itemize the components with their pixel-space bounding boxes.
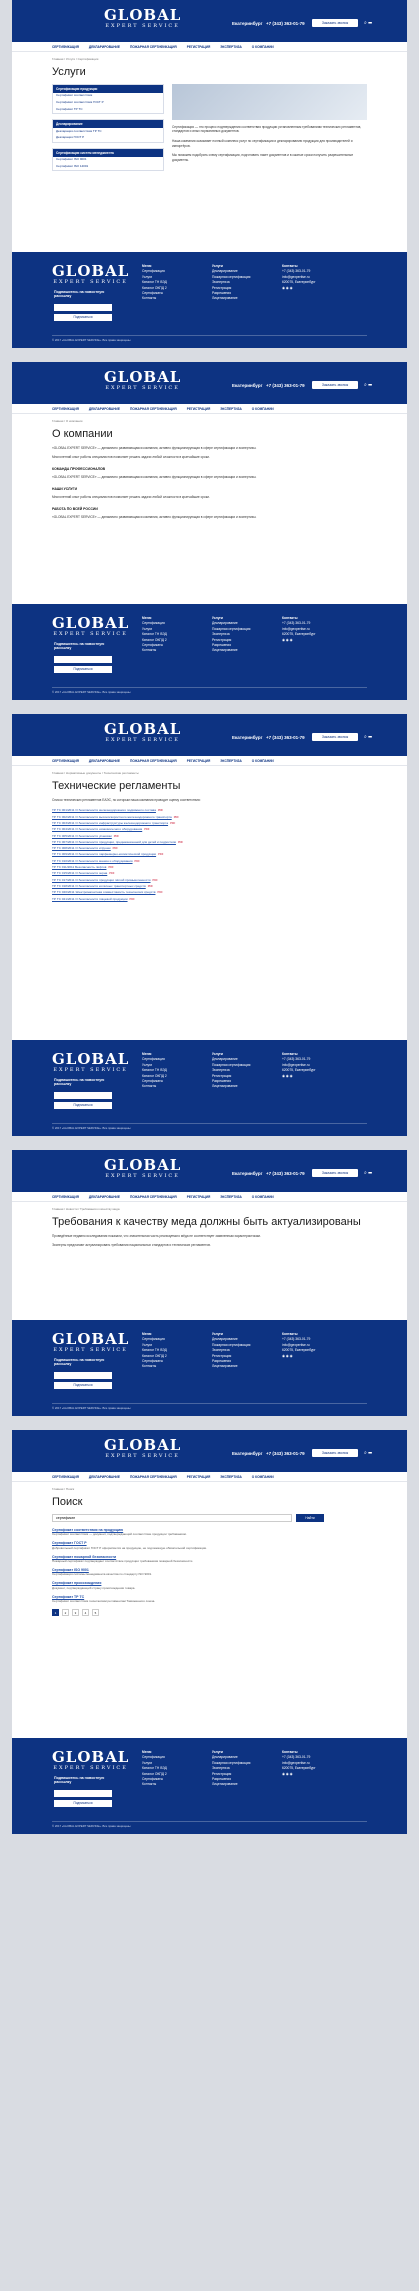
page-title: О компании bbox=[52, 427, 113, 440]
sidebar-item[interactable]: Сертификат ТР ТС bbox=[56, 106, 83, 111]
footer-menu-link[interactable]: Контакты bbox=[142, 1084, 157, 1089]
logo-word: GLOBAL bbox=[104, 1156, 182, 1174]
footer-menu-link[interactable]: Контакты bbox=[142, 648, 157, 653]
callback-button[interactable]: Заказать звонок bbox=[312, 1169, 358, 1177]
footer-menu-link[interactable]: Каталог ТН ВЭД bbox=[142, 1348, 167, 1353]
site-header bbox=[12, 714, 407, 756]
footer-contact[interactable]: 620075, Екатеринбург bbox=[282, 1068, 316, 1073]
city-selector[interactable]: Екатеринбург bbox=[232, 21, 263, 26]
footer-contact[interactable]: 620075, Екатеринбург bbox=[282, 1766, 316, 1771]
site-header bbox=[12, 1430, 407, 1472]
site-footer bbox=[12, 1040, 407, 1136]
search-result: Сертификат ГОСТ Р Добровольный сертификат ГОСТ Р оформляется на продукцию, не подлежащую обязательной сертификации. bbox=[52, 1541, 207, 1550]
footer-menu-link[interactable]: Услуги bbox=[142, 1342, 153, 1347]
footer-menu-link[interactable]: Каталог ОКПД 2 bbox=[142, 1353, 167, 1358]
search-input[interactable] bbox=[52, 1514, 292, 1522]
footer-service-link[interactable]: Лицензирование bbox=[212, 648, 238, 653]
footer-contacts: Контакты +7 (343) 363-01-79 info@gexpertise.ru 620075, Екатеринбург ◉ ◉ ◉ bbox=[282, 1052, 316, 1078]
regulation-item: ТР ТС 008/2011 О безопасности игрушек PDF bbox=[52, 846, 118, 851]
hero-image bbox=[172, 84, 367, 120]
regulation-item: ТР ТС 011/2011 Безопасность лифтов PDF bbox=[52, 865, 114, 870]
footer-service-link[interactable]: Декларирование bbox=[212, 621, 238, 626]
callback-button[interactable]: Заказать звонок bbox=[312, 1449, 358, 1457]
logo-tagline: EXPERT SERVICE bbox=[105, 1173, 180, 1179]
footer-bottom bbox=[52, 1403, 367, 1410]
footer-menu-link[interactable]: Сертификаты bbox=[142, 1359, 164, 1364]
footer-service-link[interactable]: Пожарная сертификация bbox=[212, 1760, 251, 1765]
nav-item[interactable]: ДЕКЛАРИРОВАНИЕ bbox=[88, 406, 120, 411]
footer-menu-link[interactable]: Услуги bbox=[142, 1760, 153, 1765]
search-result: Сертификат происхождения Документ, подтверждающий страну происхождения товара. bbox=[52, 1581, 136, 1590]
pdf-icon[interactable]: PDF bbox=[170, 821, 176, 825]
footer-bottom bbox=[52, 1821, 367, 1828]
breadcrumb: Главная / Услуги / Сертификация bbox=[52, 57, 99, 61]
nav-item[interactable]: СЕРТИФИКАЦИЯ bbox=[52, 1474, 79, 1479]
breadcrumb: Главная / Новости / Требования к качеству меда bbox=[52, 1207, 120, 1211]
search-icon[interactable]: ⌕ ☰ bbox=[364, 734, 372, 740]
social-icons[interactable]: ◉ ◉ ◉ bbox=[282, 285, 293, 290]
nav-item[interactable]: О КОМПАНИИ bbox=[251, 44, 274, 49]
nav-item[interactable]: ЭКСПЕРТИЗА bbox=[220, 406, 242, 411]
pdf-icon[interactable]: PDF bbox=[108, 866, 114, 870]
footer-bottom bbox=[52, 1123, 367, 1130]
copyright: © 2017 «GLOBAL EXPERT SERVICE». Все права защищены bbox=[52, 1125, 131, 1130]
sidebar bbox=[52, 84, 164, 176]
pdf-icon[interactable]: PDF bbox=[129, 897, 135, 901]
search-result: Сертификат ISO 9001 Сертификация системы менеджмента качества по стандарту ISO 9001. bbox=[52, 1567, 152, 1577]
logo-word: GLOBAL bbox=[104, 6, 182, 24]
footer-contact[interactable]: +7 (343) 363-01-79 bbox=[282, 1755, 311, 1760]
pdf-icon[interactable]: PDF bbox=[157, 891, 163, 895]
logo[interactable] bbox=[104, 370, 181, 391]
footer-service-link[interactable]: Лицензирование bbox=[212, 296, 238, 301]
regulation-item: ТР ТС 015/2011 О безопасности зерна PDF bbox=[52, 871, 115, 876]
header-phone[interactable]: +7 (343) 363-01-79 bbox=[266, 735, 305, 740]
search-icon[interactable]: ⌕ ☰ bbox=[364, 1450, 372, 1456]
nav-item[interactable]: О КОМПАНИИ bbox=[251, 406, 274, 411]
subscribe-label: Подпишитесь на новостную рассылку bbox=[54, 290, 105, 299]
nav-item[interactable]: СЕРТИФИКАЦИЯ bbox=[52, 406, 79, 411]
footer-menu-link[interactable]: Сертификация bbox=[142, 621, 165, 626]
nav-item[interactable]: О КОМПАНИИ bbox=[251, 1474, 274, 1479]
footer-contacts: Контакты +7 (343) 363-01-79 info@gexpertise.ru 620075, Екатеринбург ◉ ◉ ◉ bbox=[282, 616, 316, 642]
footer-logo[interactable]: GLOBAL EXPERT SERVICE bbox=[52, 262, 130, 285]
site-header bbox=[12, 362, 407, 404]
page-news: GLOBAL EXPERT SERVICE Екатеринбург +7 (343) 363-01-79 Заказать звонок ⌕ ☰ СЕРТИФИКАЦИЯ ДЕКЛАРИРОВАНИЕ ПОЖАРНАЯ СЕРТИФИКАЦИЯ РЕГИСТРАЦИЯ ЭКСПЕРТИЗА О КОМПАНИИ Главная / Новости / Требования к качеству меда Требования к качеству меда должны быть актуализированы Проведённые недавно исследования показали, что значительная часть реализуемого мёда не соответствует заявленным характеристикам. Эксперты предлагают актуализировать требования национальных стандартов и технических регламентов. GLOBAL EXPERT SERVICE Подпишитесь на новостную рассылку Подписаться Меню Сертификация Услуги Каталог ТН ВЭД Каталог ОКПД 2 Сертификаты Контакты Услуги Декларирование Пожарная сертификация Экспертиза Регистрация Разрешения Лицензирование Контакты +7 (343) 363-01-79 info@gexpertise.ru 620075, Екатеринбург ◉ ◉ ◉ © 2017 «GLOBAL EXPERT SERVICE». Все права защищены bbox=[12, 1150, 407, 1416]
nav-item[interactable]: РЕГИСТРАЦИЯ bbox=[186, 1474, 211, 1479]
main-nav bbox=[12, 404, 407, 414]
footer-service-link[interactable]: Регистрация bbox=[212, 285, 232, 290]
subscribe-button[interactable]: Подписаться bbox=[54, 1102, 112, 1109]
footer-menu: Меню Сертификация Услуги Каталог ТН ВЭД Каталог ОКПД 2 Сертификаты Контакты bbox=[142, 1052, 167, 1089]
subscribe-button[interactable]: Подписаться bbox=[54, 1800, 112, 1807]
logo[interactable] bbox=[104, 722, 181, 743]
footer-service-link[interactable]: Регистрация bbox=[212, 1353, 232, 1358]
page-services bbox=[12, 0, 407, 348]
logo[interactable] bbox=[104, 1158, 181, 1179]
footer-menu-link[interactable]: Контакты bbox=[142, 1782, 157, 1787]
nav-item[interactable]: РЕГИСТРАЦИЯ bbox=[186, 44, 211, 49]
logo-word: GLOBAL bbox=[104, 368, 182, 386]
callback-button[interactable]: Заказать звонок bbox=[312, 19, 358, 27]
regulation-item: ТР ТС 020/2011 Электромагнитная совместимость технических средств PDF bbox=[52, 890, 163, 895]
pdf-icon[interactable]: PDF bbox=[134, 859, 140, 863]
pdf-icon[interactable]: PDF bbox=[113, 834, 119, 838]
page-regulations: GLOBAL EXPERT SERVICE Екатеринбург +7 (343) 363-01-79 Заказать звонок ⌕ ☰ СЕРТИФИКАЦИЯ ДЕКЛАРИРОВАНИЕ ПОЖАРНАЯ СЕРТИФИКАЦИЯ РЕГИСТРАЦИЯ ЭКСПЕРТИЗА О КОМПАНИИ Главная / Нормативные документы / Технические регламенты Технические регламенты Список технических регламентов ЕАЭС, по которым наша компания проводит оценку соответствия: ТР ТС 001/2011 О безопасности железнодорожного подвижного состава PDF ТР ТС 002/2011 О безопасности высокоскоростного железнодорожного транспорта PDF ТР ТС 003/2011 О безопасности инфраструктуры железнодорожного транспорта PDF ТР ТС 004/2011 О безопасности низковольтного оборудования PDF ТР ТС 005/2011 О безопасности упаковки PDF ТР ТС 007/2011 О безопасности продукции, предназначенной для детей и подростков PDF ТР ТС 008/2011 О безопасности игрушек PDF ТР ТС 009/2011 О безопасности парфюмерно-косметической продукции PDF ТР ТС 010/2011 О безопасности машин и оборудования PDF ТР ТС 011/2011 Безопасность лифтов PDF ТР ТС 015/2011 О безопасности зерна PDF ТР ТС 017/2011 О безопасности продукции лёгкой промышленности PDF ТР ТС 018/2011 О безопасности колёсных транспортных средств PDF ТР ТС 020/2011 Электромагнитная совместимость технических средств PDF ТР ТС 021/2011 О безопасности пищевой продукции PDF GLOBAL EXPERT SERVICE Подпишитесь на новостную рассылку Подписаться Меню Сертификация Услуги Каталог ТН ВЭД Каталог ОКПД 2 Сертификаты Контакты Услуги Декларирование Пожарная сертификация Экспертиза Регистрация Разрешения Лицензирование Контакты +7 (343) 363-01-79 info@gexpertise.ru 620075, Екатеринбург ◉ ◉ ◉ © 2017 «GLOBAL EXPERT SERVICE». Все права защищены bbox=[12, 714, 407, 1136]
footer-service-link[interactable]: Разрешения bbox=[212, 291, 231, 296]
footer-contact[interactable]: info@gexpertise.ru bbox=[282, 274, 310, 279]
footer-menu-link[interactable]: Сертификаты bbox=[142, 1079, 164, 1084]
logo[interactable] bbox=[104, 8, 181, 29]
footer-menu-link[interactable]: Каталог ТН ВЭД bbox=[142, 1766, 167, 1771]
pdf-icon[interactable]: PDF bbox=[147, 884, 153, 888]
breadcrumb: Главная / Поиск bbox=[52, 1487, 75, 1491]
footer-menu: Меню Сертификация Услуги Каталог ТН ВЭД Каталог ОКПД 2 Сертификаты Контакты bbox=[142, 616, 167, 653]
nav-item[interactable]: ДЕКЛАРИРОВАНИЕ bbox=[88, 1194, 120, 1199]
sidebar-group: Сертификация продукции Сертификат соответствия Сертификат соответствия ГОСТ Р Сертификат ТР ТС bbox=[52, 84, 164, 114]
city-selector[interactable]: Екатеринбург bbox=[232, 735, 263, 740]
subscribe-email-input[interactable] bbox=[54, 656, 112, 663]
main-text: Сертификация — это процесс подтверждения соответствия продукции установленным требованиям технических регламентов, стандартов и иных нормативных документов. Наша компания оказывает полный комплекс услуг по сертификации и декларированию продукции для производителей и импортёров. Мы поможем подобрать схему сертификации, подготовить пакет документов и в сжатые сроки получить разрешительные документы. bbox=[172, 84, 367, 176]
footer-menu-link[interactable]: Сертификация bbox=[142, 1337, 165, 1342]
footer-contact[interactable]: 620075, Екатеринбург bbox=[282, 1348, 316, 1353]
subscribe-label: Подпишитесь на новостную рассылку bbox=[54, 642, 105, 651]
subscribe-label: Подпишитесь на новостную рассылку bbox=[54, 1776, 105, 1785]
footer-contact[interactable]: +7 (343) 363-01-79 bbox=[282, 621, 311, 626]
footer-contact[interactable]: info@gexpertise.ru bbox=[282, 1342, 310, 1347]
nav-item[interactable]: ПОЖАРНАЯ СЕРТИФИКАЦИЯ bbox=[129, 406, 177, 411]
search-result: Сертификат ТР ТС Сертификат соответствия техническим регламентам Таможенного союза. bbox=[52, 1594, 156, 1603]
search-icon[interactable]: ⌕ ☰ bbox=[364, 382, 372, 388]
nav-item[interactable]: ПОЖАРНАЯ СЕРТИФИКАЦИЯ bbox=[129, 44, 177, 49]
footer-contact[interactable]: 620075, Екатеринбург bbox=[282, 632, 316, 637]
search-form bbox=[52, 1514, 367, 1522]
footer-service-link[interactable]: Разрешения bbox=[212, 643, 231, 648]
footer-contact[interactable]: +7 (343) 363-01-79 bbox=[282, 1057, 311, 1062]
footer-services: Услуги Декларирование Пожарная сертификация Экспертиза Регистрация Разрешения Лицензирование bbox=[212, 1750, 251, 1787]
footer-menu-link[interactable]: Контакты bbox=[142, 1364, 157, 1369]
pdf-icon[interactable]: PDF bbox=[158, 853, 164, 857]
footer-menu-link[interactable]: Сертификаты bbox=[142, 643, 164, 648]
footer-service-link[interactable]: Экспертиза bbox=[212, 1348, 230, 1353]
page-link[interactable]: 2 bbox=[62, 1609, 69, 1616]
logo-word: GLOBAL bbox=[104, 720, 182, 738]
footer-service-link[interactable]: Декларирование bbox=[212, 269, 238, 274]
regulation-item: ТР ТС 018/2011 О безопасности колёсных транспортных средств PDF bbox=[52, 883, 153, 888]
nav-item[interactable]: ДЕКЛАРИРОВАНИЕ bbox=[88, 1474, 120, 1479]
nav-item[interactable]: ПОЖАРНАЯ СЕРТИФИКАЦИЯ bbox=[129, 1194, 177, 1199]
pagination bbox=[52, 1609, 367, 1616]
footer-service-link[interactable]: Разрешения bbox=[212, 1359, 231, 1364]
footer-contact[interactable]: +7 (343) 363-01-79 bbox=[282, 1337, 311, 1342]
regulation-item: ТР ТС 021/2011 О безопасности пищевой продукции PDF bbox=[52, 896, 135, 901]
copyright: © 2017 «GLOBAL EXPERT SERVICE». Все права защищены bbox=[52, 1823, 131, 1828]
pdf-icon[interactable]: PDF bbox=[177, 840, 184, 844]
footer-logo[interactable]: GLOBAL EXPERT SERVICE bbox=[52, 614, 130, 637]
nav-item[interactable]: ПОЖАРНАЯ СЕРТИФИКАЦИЯ bbox=[129, 1474, 177, 1479]
footer-contact[interactable]: info@gexpertise.ru bbox=[282, 1062, 310, 1067]
breadcrumb: Главная / О компании bbox=[52, 419, 83, 423]
regulation-item: ТР ТС 007/2011 О безопасности продукции, предназначенной для детей и подростков PDF bbox=[52, 839, 184, 844]
nav-item[interactable]: О КОМПАНИИ bbox=[251, 758, 274, 763]
logo-tagline: EXPERT SERVICE bbox=[105, 385, 180, 391]
page-link[interactable]: 3 bbox=[72, 1609, 79, 1616]
nav-item[interactable]: СЕРТИФИКАЦИЯ bbox=[52, 1194, 79, 1199]
footer-contact[interactable]: +7 (343) 363-01-79 bbox=[282, 269, 311, 274]
footer-service-link[interactable]: Разрешения bbox=[212, 1079, 231, 1084]
search-result: Сертификат пожарной безопасности Пожарный сертификат подтверждает соответствие продукции требованиям пожарной безопасности. bbox=[52, 1554, 194, 1563]
pdf-icon[interactable]: PDF bbox=[157, 809, 164, 813]
footer-bottom bbox=[52, 335, 367, 342]
site-footer bbox=[12, 1738, 407, 1834]
copyright: © 2017 «GLOBAL EXPERT SERVICE». Все права защищены bbox=[52, 337, 131, 342]
copyright: © 2017 «GLOBAL EXPERT SERVICE». Все права защищены bbox=[52, 689, 131, 694]
nav-item[interactable]: ПОЖАРНАЯ СЕРТИФИКАЦИЯ bbox=[129, 758, 177, 763]
city-selector[interactable]: Екатеринбург bbox=[232, 383, 263, 388]
footer-service-link[interactable]: Пожарная сертификация bbox=[212, 274, 251, 279]
pdf-icon[interactable]: PDF bbox=[109, 872, 115, 876]
subscribe-label: Подпишитесь на новостную рассылку bbox=[54, 1358, 105, 1367]
site-header bbox=[12, 1150, 407, 1192]
footer-service-link[interactable]: Декларирование bbox=[212, 1057, 238, 1062]
nav-item[interactable]: ДЕКЛАРИРОВАНИЕ bbox=[88, 758, 120, 763]
sidebar-item[interactable]: Сертификат ISO 14001 bbox=[56, 163, 89, 168]
nav-item[interactable]: РЕГИСТРАЦИЯ bbox=[186, 758, 211, 763]
pdf-icon[interactable]: PDF bbox=[144, 828, 150, 832]
regulation-item: ТР ТС 010/2011 О безопасности машин и оборудования PDF bbox=[52, 858, 140, 863]
sidebar-item[interactable]: Сертификат ISO 9001 bbox=[56, 157, 87, 161]
footer-menu: Меню Сертификация Услуги Каталог ТН ВЭД Каталог ОКПД 2 Сертификаты Контакты bbox=[142, 264, 167, 301]
site-footer bbox=[12, 252, 407, 348]
nav-item[interactable]: ЭКСПЕРТИЗА bbox=[220, 1474, 242, 1479]
callback-button[interactable]: Заказать звонок bbox=[312, 381, 358, 389]
footer-services: Услуги Декларирование Пожарная сертификация Экспертиза Регистрация Разрешения Лицензирование bbox=[212, 616, 251, 653]
footer-contact[interactable]: 620075, Екатеринбург bbox=[282, 280, 316, 285]
footer-contact[interactable]: info@gexpertise.ru bbox=[282, 1760, 310, 1765]
pdf-icon[interactable]: PDF bbox=[173, 815, 179, 819]
header-phone[interactable]: +7 (343) 363-01-79 bbox=[266, 1451, 305, 1456]
nav-item[interactable]: ЭКСПЕРТИЗА bbox=[220, 1194, 242, 1199]
page-about: GLOBAL EXPERT SERVICE Екатеринбург +7 (343) 363-01-79 Заказать звонок ⌕ ☰ СЕРТИФИКАЦИЯ ДЕКЛАРИРОВАНИЕ ПОЖАРНАЯ СЕРТИФИКАЦИЯ РЕГИСТРАЦИЯ ЭКСПЕРТИЗА О КОМПАНИИ Главная / О компании О компании «GLOBAL EXPERT SERVICE» — динамично развивающаяся компания, активно функционирующая в сфере сертификации и экспертизы. Многолетний опыт работы специалистов позволяет решать задачи любой сложности в кратчайшие сроки. КОМАНДА ПРОФЕССИОНАЛОВ «GLOBAL EXPERT SERVICE» — динамично развивающаяся компания, активно функционирующая в сфере сертификации и экспертизы. НАШИ УСЛУГИ Многолетний опыт работы специалистов позволяет решать задачи любой сложности в кратчайшие сроки. РАБОТА ПО ВСЕЙ РОССИИ «GLOBAL EXPERT SERVICE» — динамично развивающаяся компания, активно функционирующая в сфере сертификации и экспертизы. GLOBAL EXPERT SERVICE Подпишитесь на новостную рассылку Подписаться Меню Сертификация Услуги Каталог ТН ВЭД Каталог ОКПД 2 Сертификаты Контакты Услуги Декларирование Пожарная сертификация Экспертиза Регистрация Разрешения Лицензирование Контакты +7 (343) 363-01-79 info@gexpertise.ru 620075, Екатеринбург ◉ ◉ ◉ © 2017 «GLOBAL EXPERT SERVICE». Все права защищены bbox=[12, 362, 407, 700]
search-button[interactable]: Найти bbox=[296, 1514, 324, 1522]
nav-item[interactable]: ЭКСПЕРТИЗА bbox=[220, 758, 242, 763]
footer-service-link[interactable]: Лицензирование bbox=[212, 1782, 238, 1787]
search-icon[interactable]: ⌕ ☰ bbox=[364, 1170, 372, 1176]
regulation-item: ТР ТС 004/2011 О безопасности низковольтного оборудования PDF bbox=[52, 827, 150, 832]
header-phone[interactable]: +7 (343) 363-01-79 bbox=[266, 1171, 305, 1176]
header-phone[interactable]: +7 (343) 363-01-79 bbox=[266, 21, 305, 26]
main-nav bbox=[12, 756, 407, 766]
footer-service-link[interactable]: Лицензирование bbox=[212, 1364, 238, 1369]
footer-menu-link[interactable]: Каталог ОКПД 2 bbox=[142, 637, 167, 642]
regulation-item: ТР ТС 001/2011 О безопасности железнодорожного подвижного состава PDF bbox=[52, 808, 164, 813]
subscribe-label: Подпишитесь на новостную рассылку bbox=[54, 1078, 105, 1087]
nav-item[interactable]: РЕГИСТРАЦИЯ bbox=[186, 1194, 211, 1199]
footer-service-link[interactable]: Декларирование bbox=[212, 1755, 238, 1760]
regulation-item: ТР ТС 003/2011 О безопасности инфраструктуры железнодорожного транспорта PDF bbox=[52, 820, 176, 825]
subscribe-button[interactable]: Подписаться bbox=[54, 1382, 112, 1389]
nav-item[interactable]: СЕРТИФИКАЦИЯ bbox=[52, 44, 79, 49]
page-link[interactable]: 1 bbox=[52, 1609, 59, 1616]
logo-word: GLOBAL bbox=[104, 1436, 182, 1454]
footer-contacts: Контакты +7 (343) 363-01-79 info@gexpertise.ru 620075, Екатеринбург ◉ ◉ ◉ bbox=[282, 1332, 316, 1358]
footer-menu-link[interactable]: Сертификаты bbox=[142, 1777, 164, 1782]
page-title: Поиск bbox=[52, 1495, 83, 1508]
pdf-icon[interactable]: PDF bbox=[112, 847, 118, 851]
subscribe-email-input[interactable] bbox=[54, 1790, 112, 1797]
page-link[interactable]: 5 bbox=[92, 1609, 99, 1616]
callback-button[interactable]: Заказать звонок bbox=[312, 733, 358, 741]
footer-contacts: Контакты +7 (343) 363-01-79 info@gexpertise.ru 620075, Екатеринбург ◉ ◉ ◉ bbox=[282, 264, 316, 290]
subscribe-email-input[interactable] bbox=[54, 1092, 112, 1099]
main-nav bbox=[12, 1472, 407, 1482]
footer-logo[interactable]: GLOBAL EXPERT SERVICE bbox=[52, 1050, 130, 1073]
footer-menu-link[interactable]: Каталог ОКПД 2 bbox=[142, 1771, 167, 1776]
page-search bbox=[12, 1430, 407, 1834]
footer-menu-link[interactable]: Сертификация bbox=[142, 1057, 165, 1062]
footer-menu-link[interactable]: Сертификаты bbox=[142, 291, 164, 296]
sidebar-item[interactable]: Сертификат соответствия bbox=[56, 93, 93, 98]
footer-contact[interactable]: info@gexpertise.ru bbox=[282, 626, 310, 631]
site-footer bbox=[12, 604, 407, 700]
copyright: © 2017 «GLOBAL EXPERT SERVICE». Все права защищены bbox=[52, 1405, 131, 1410]
footer-service-link[interactable]: Пожарная сертификация bbox=[212, 1062, 251, 1067]
main-nav bbox=[12, 42, 407, 52]
footer-menu-link[interactable]: Каталог ОКПД 2 bbox=[142, 1073, 167, 1078]
subscribe-button[interactable]: Подписаться bbox=[54, 314, 112, 321]
footer-logo[interactable]: GLOBAL EXPERT SERVICE bbox=[52, 1330, 130, 1353]
city-selector[interactable]: Екатеринбург bbox=[232, 1451, 263, 1456]
sidebar-group: Сертификация систем менеджмента Сертификат ISO 9001 Сертификат ISO 14001 bbox=[52, 148, 164, 172]
nav-item[interactable]: ДЕКЛАРИРОВАНИЕ bbox=[88, 44, 120, 49]
footer-contacts: Контакты +7 (343) 363-01-79 info@gexpertise.ru 620075, Екатеринбург ◉ ◉ ◉ bbox=[282, 1750, 316, 1776]
footer-services: Услуги Декларирование Пожарная сертификация Экспертиза Регистрация Разрешения Лицензирование bbox=[212, 1052, 251, 1089]
social-icons[interactable]: ◉ ◉ ◉ bbox=[282, 1771, 293, 1776]
footer-menu-link[interactable]: Каталог ТН ВЭД bbox=[142, 1068, 167, 1073]
subscribe-button[interactable]: Подписаться bbox=[54, 666, 112, 673]
sidebar-item[interactable]: Декларация соответствия ТР ТС bbox=[56, 128, 102, 133]
footer-menu-link[interactable]: Услуги bbox=[142, 274, 153, 279]
footer-services: Услуги Декларирование Пожарная сертификация Экспертиза Регистрация Разрешения Лицензирование bbox=[212, 264, 251, 301]
header-phone[interactable]: +7 (343) 363-01-79 bbox=[266, 383, 305, 388]
footer-service-link[interactable]: Пожарная сертификация bbox=[212, 1342, 251, 1347]
nav-item[interactable]: ЭКСПЕРТИЗА bbox=[220, 44, 242, 49]
subscribe-email-input[interactable] bbox=[54, 1372, 112, 1379]
footer-menu: Меню Сертификация Услуги Каталог ТН ВЭД Каталог ОКПД 2 Сертификаты Контакты bbox=[142, 1332, 167, 1369]
main-nav bbox=[12, 1192, 407, 1202]
social-icons[interactable]: ◉ ◉ ◉ bbox=[282, 1353, 293, 1358]
page-title: Требования к качеству меда должны быть актуализированы bbox=[52, 1215, 361, 1228]
sidebar-item[interactable]: Сертификат соответствия ГОСТ Р bbox=[56, 100, 104, 104]
nav-item[interactable]: О КОМПАНИИ bbox=[251, 1194, 274, 1199]
city-selector[interactable]: Екатеринбург bbox=[232, 1171, 263, 1176]
footer-service-link[interactable]: Экспертиза bbox=[212, 632, 230, 637]
page-title: Услуги bbox=[52, 65, 86, 78]
regulation-item: ТР ТС 009/2011 О безопасности парфюмерно-косметической продукции PDF bbox=[52, 852, 164, 857]
page-link[interactable]: 4 bbox=[82, 1609, 89, 1616]
site-header bbox=[12, 0, 407, 42]
page-title: Технические регламенты bbox=[52, 779, 181, 792]
sidebar-item[interactable]: Декларация ГОСТ Р bbox=[56, 135, 85, 140]
footer-menu-link[interactable]: Каталог ОКПД 2 bbox=[142, 285, 167, 290]
logo[interactable] bbox=[104, 1438, 181, 1459]
footer-service-link[interactable]: Регистрация bbox=[212, 637, 232, 642]
subscribe-email-input[interactable] bbox=[54, 304, 112, 311]
nav-item[interactable]: РЕГИСТРАЦИЯ bbox=[186, 406, 211, 411]
footer-service-link[interactable]: Экспертиза bbox=[212, 1068, 230, 1073]
pdf-icon[interactable]: PDF bbox=[152, 878, 158, 882]
footer-menu-link[interactable]: Услуги bbox=[142, 1062, 153, 1067]
search-icon[interactable]: ⌕ ☰ bbox=[364, 20, 372, 26]
footer-service-link[interactable]: Экспертиза bbox=[212, 1766, 230, 1771]
footer-menu-link[interactable]: Каталог ТН ВЭД bbox=[142, 632, 167, 637]
footer-service-link[interactable]: Разрешения bbox=[212, 1777, 231, 1782]
footer-logo[interactable]: GLOBAL EXPERT SERVICE bbox=[52, 1748, 130, 1771]
search-result: Сертификат соответствия на продукцию Сертификат соответствия — документ, подтверждающий соответствие продукции требованиям. bbox=[52, 1527, 187, 1537]
regulation-item: ТР ТС 005/2011 О безопасности упаковки PDF bbox=[52, 833, 119, 838]
logo-tagline: EXPERT SERVICE bbox=[105, 1453, 180, 1459]
sidebar-group: Декларирование Декларация соответствия ТР ТС Декларация ГОСТ Р bbox=[52, 119, 164, 143]
footer-menu: Меню Сертификация Услуги Каталог ТН ВЭД Каталог ОКПД 2 Сертификаты Контакты bbox=[142, 1750, 167, 1787]
footer-service-link[interactable]: Лицензирование bbox=[212, 1084, 238, 1089]
footer-service-link[interactable]: Экспертиза bbox=[212, 280, 230, 285]
footer-menu-link[interactable]: Сертификация bbox=[142, 269, 165, 274]
regulation-item: ТР ТС 002/2011 О безопасности высокоскоростного железнодорожного транспорта PDF bbox=[52, 814, 179, 819]
footer-service-link[interactable]: Пожарная сертификация bbox=[212, 626, 251, 631]
footer-service-link[interactable]: Регистрация bbox=[212, 1073, 232, 1078]
social-icons[interactable]: ◉ ◉ ◉ bbox=[282, 637, 293, 642]
footer-menu-link[interactable]: Каталог ТН ВЭД bbox=[142, 280, 167, 285]
logo-tagline: EXPERT SERVICE bbox=[105, 23, 180, 29]
site-footer bbox=[12, 1320, 407, 1416]
regulation-item: ТР ТС 017/2011 О безопасности продукции лёгкой промышленности PDF bbox=[52, 877, 158, 882]
footer-services: Услуги Декларирование Пожарная сертификация Экспертиза Регистрация Разрешения Лицензирование bbox=[212, 1332, 251, 1369]
breadcrumb: Главная / Нормативные документы / Технические регламенты bbox=[52, 771, 139, 775]
footer-menu-link[interactable]: Контакты bbox=[142, 296, 157, 301]
footer-service-link[interactable]: Декларирование bbox=[212, 1337, 238, 1342]
logo-tagline: EXPERT SERVICE bbox=[105, 737, 180, 743]
footer-menu-link[interactable]: Сертификация bbox=[142, 1755, 165, 1760]
social-icons[interactable]: ◉ ◉ ◉ bbox=[282, 1073, 293, 1078]
footer-service-link[interactable]: Регистрация bbox=[212, 1771, 232, 1776]
footer-menu-link[interactable]: Услуги bbox=[142, 626, 153, 631]
footer-bottom bbox=[52, 687, 367, 694]
nav-item[interactable]: СЕРТИФИКАЦИЯ bbox=[52, 758, 79, 763]
